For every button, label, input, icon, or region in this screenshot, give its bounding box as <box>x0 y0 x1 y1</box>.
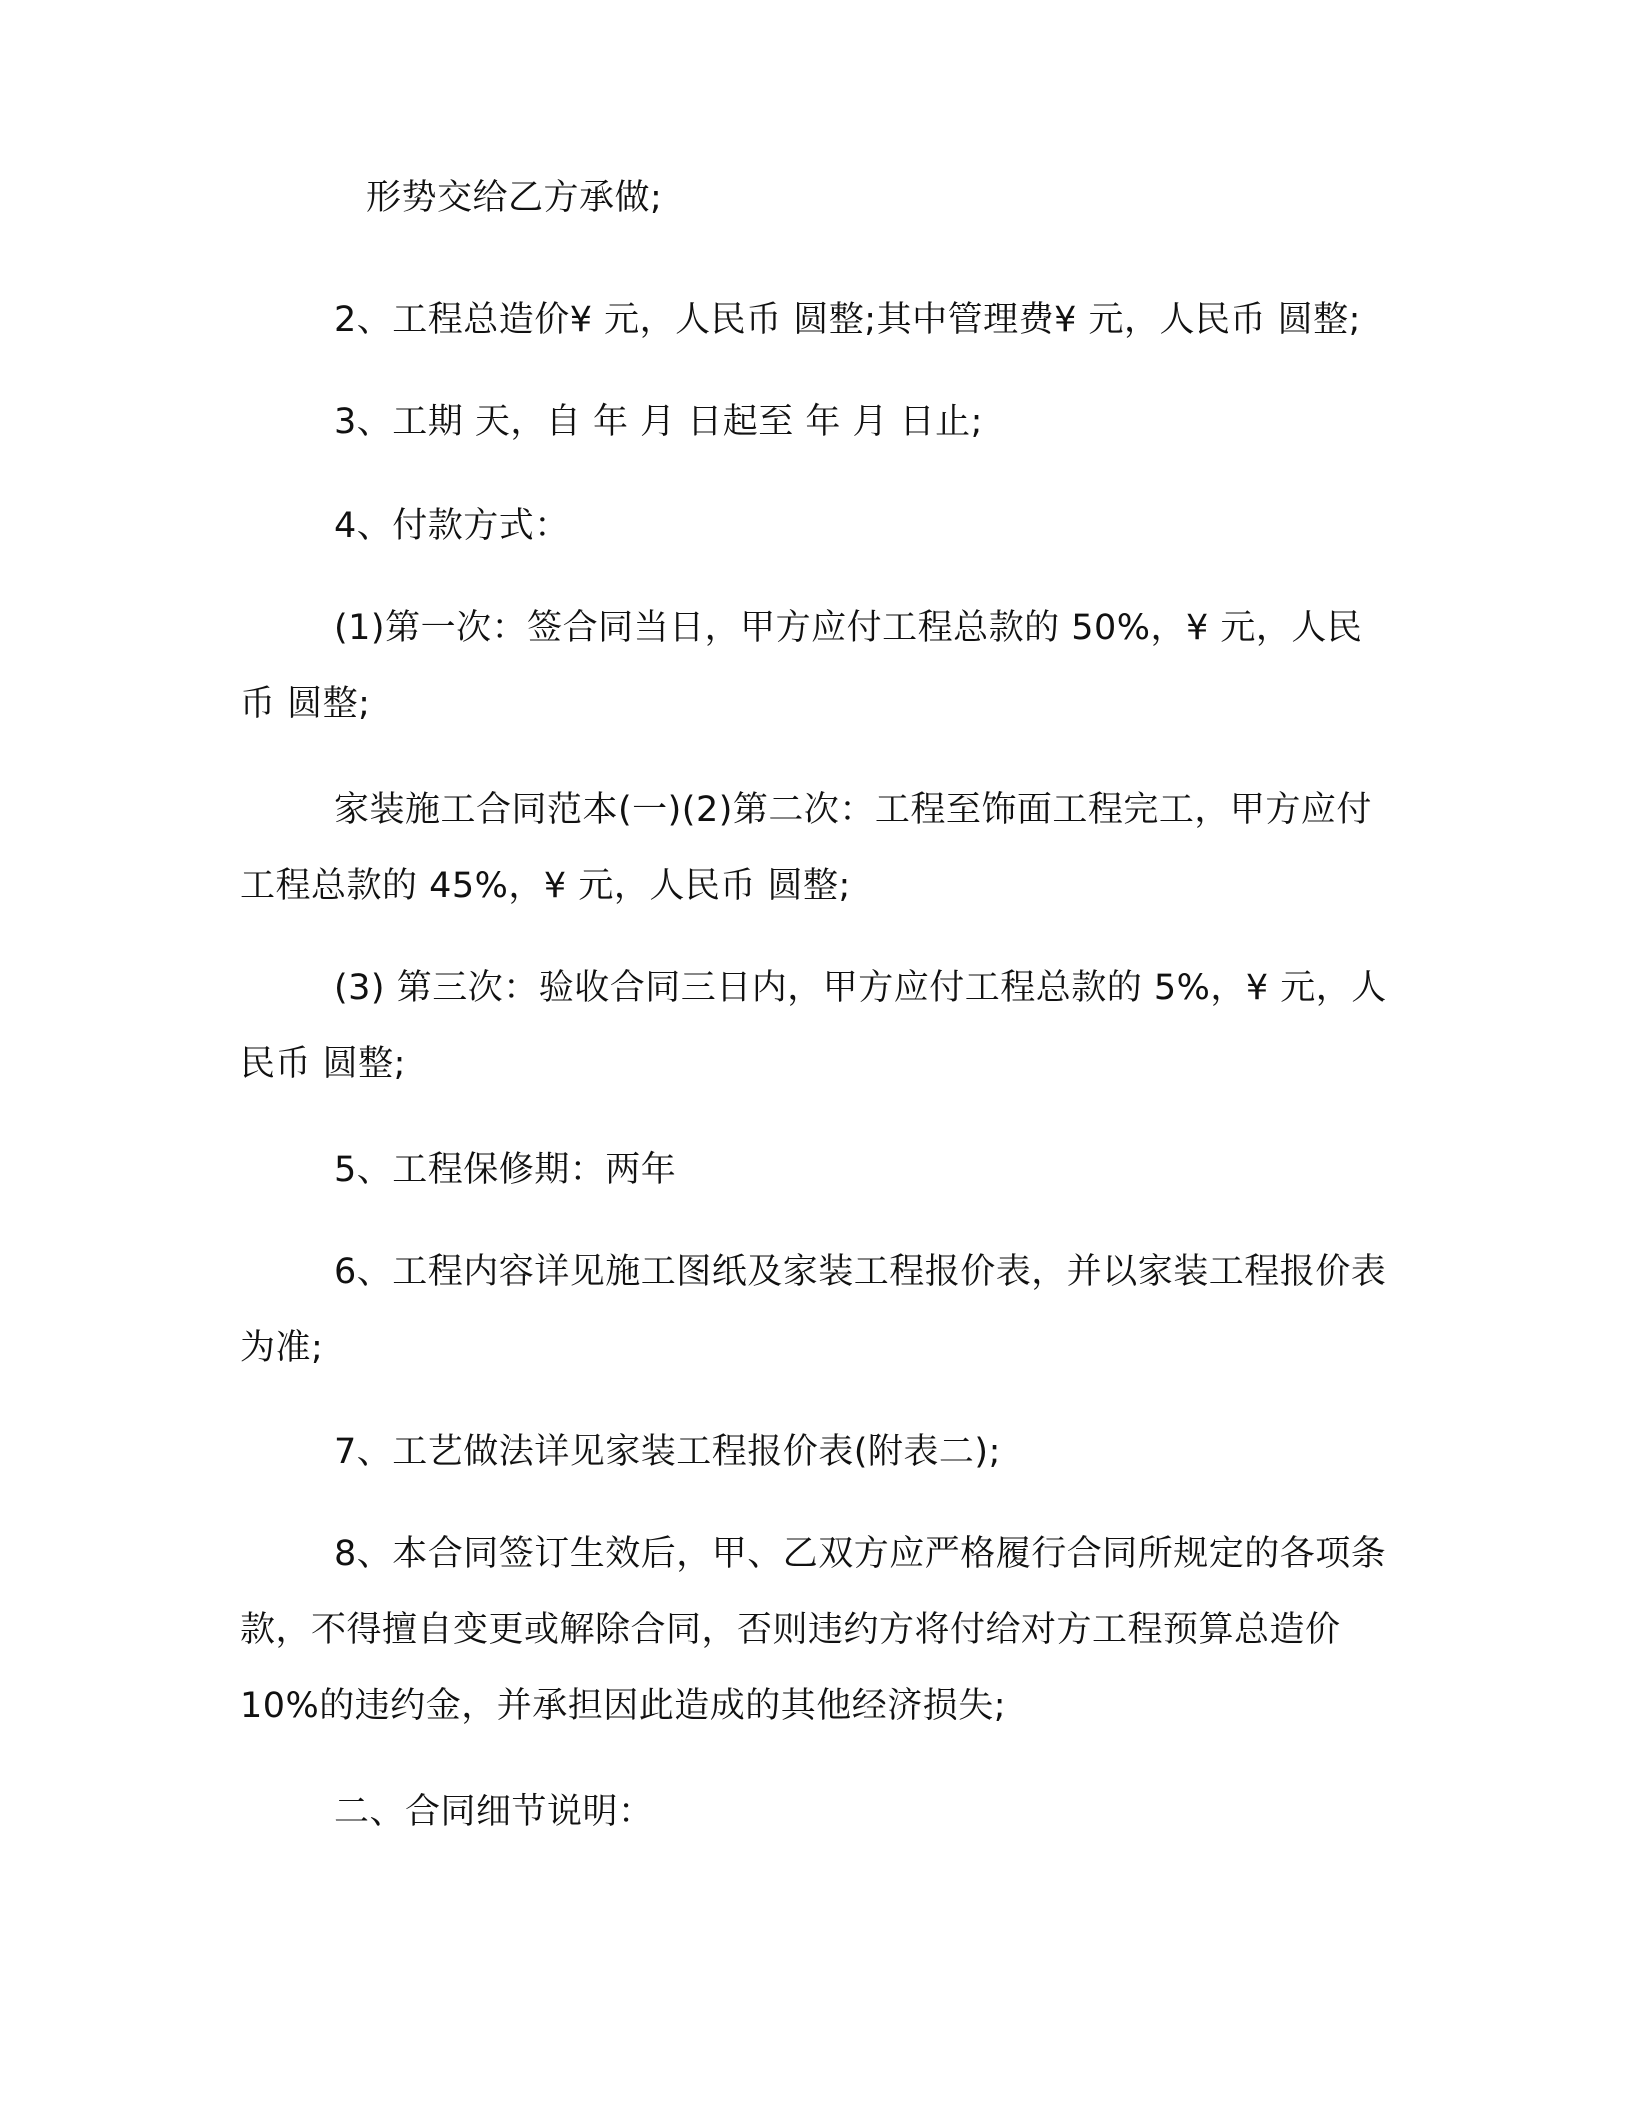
paragraph-clause-2: 2、工程总造价¥ 元，人民币 圆整;其中管理费¥ 元，人民币 圆整; <box>334 300 1361 340</box>
section-heading-contract-details: 二、合同细节说明： <box>334 1792 654 1832</box>
paragraph-clause-7: 7、工艺做法详见家装工程报价表(附表二); <box>334 1432 1001 1472</box>
paragraph-clause-5: 5、工程保修期：两年 <box>334 1150 677 1190</box>
paragraph-clause-6: 6、工程内容详见施工图纸及家装工程报价表，并以家装工程报价表为准; <box>240 1252 1387 1368</box>
paragraph-clause-8: 8、本合同签订生效后，甲、乙双方应严格履行合同所规定的各项条款，不得擅自变更或解除合同，否则违约方将付给对方工程预算总造价 10%的违约金，并承担因此造成的其他经济损失; <box>240 1534 1387 1726</box>
paragraph-clause-4: 4、付款方式： <box>334 506 570 546</box>
paragraph-payment-2: 家装施工合同范本(一)(2)第二次：工程至饰面工程完工，甲方应付工程总款的 45%，¥ 元，人民币 圆整; <box>240 790 1372 906</box>
paragraph-payment-1: (1)第一次：签合同当日，甲方应付工程总款的 50%，¥ 元，人民币 圆整; <box>240 608 1363 724</box>
paragraph-payment-3: (3) 第三次：验收合同三日内，甲方应付工程总款的 5%，¥ 元，人民币 圆整; <box>240 968 1387 1084</box>
paragraph-clause-3: 3、工期 天，自 年 月 日起至 年 月 日止; <box>334 402 983 442</box>
paragraph-continuation: 形势交给乙方承做; <box>366 178 663 218</box>
